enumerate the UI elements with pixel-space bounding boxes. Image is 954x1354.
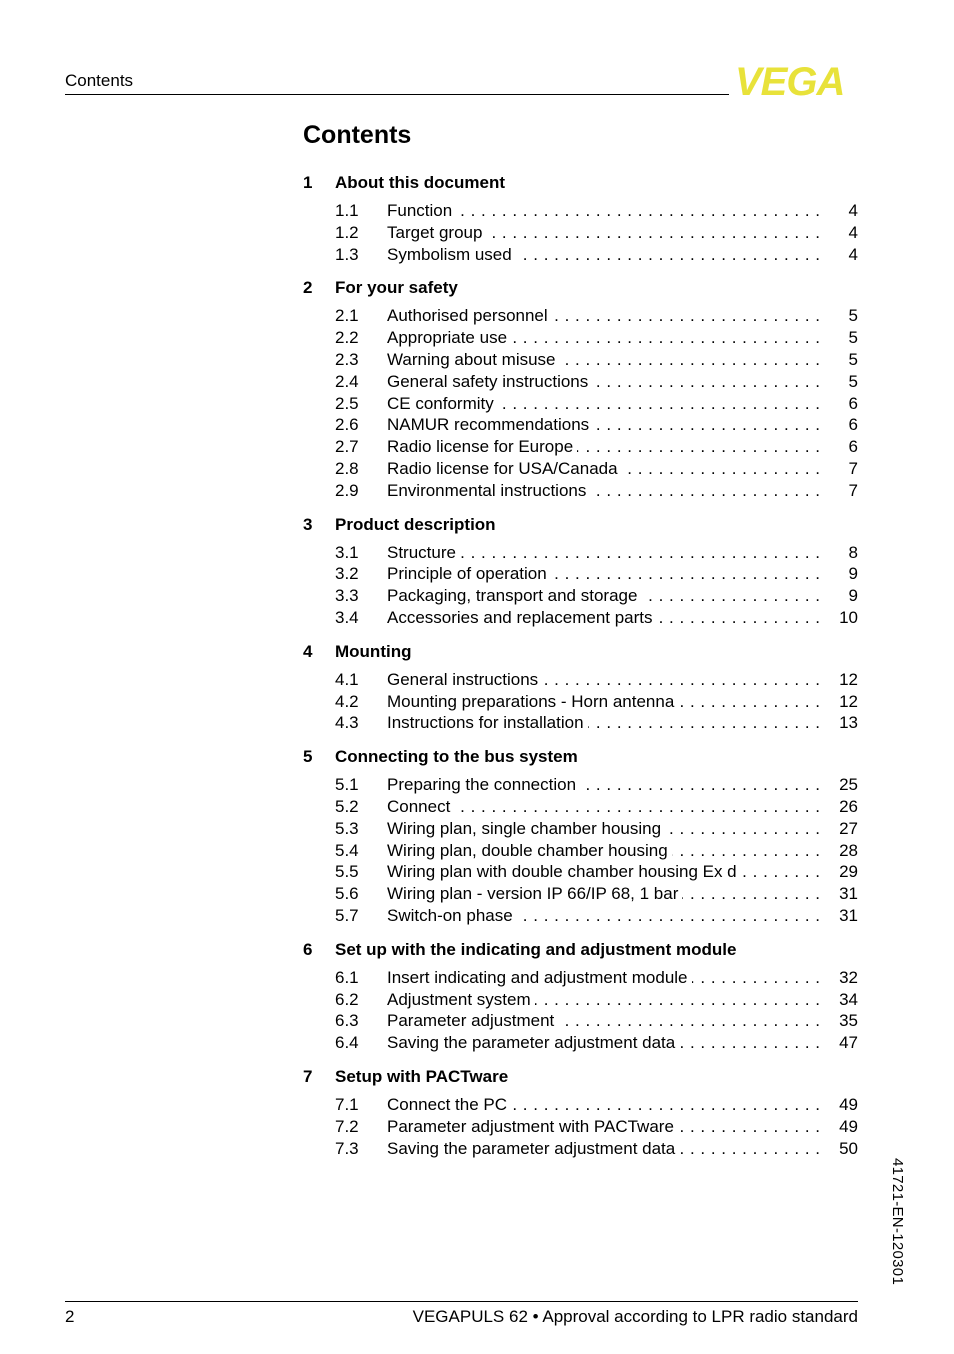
entry-leader xyxy=(387,840,820,862)
toc-entry[interactable] xyxy=(303,691,858,713)
entry-page: 7 xyxy=(848,480,858,500)
entry-leader xyxy=(387,222,820,244)
toc-section xyxy=(303,640,858,734)
entry-number: 2.2 xyxy=(335,328,359,348)
document-number: 41721-EN-120301 xyxy=(889,1158,906,1286)
toc-entry[interactable] xyxy=(303,712,858,734)
running-header: Contents xyxy=(65,71,134,90)
entry-leader xyxy=(387,883,820,905)
table-of-contents xyxy=(303,171,858,1170)
toc-entry[interactable] xyxy=(303,480,858,502)
entry-number: 6.2 xyxy=(335,989,359,1009)
entry-leader xyxy=(387,774,820,796)
section-title: About this document xyxy=(335,173,505,192)
toc-entry[interactable] xyxy=(303,222,858,244)
toc-entry[interactable] xyxy=(303,585,858,607)
footer-rule xyxy=(65,1301,858,1302)
entry-title: Target group xyxy=(387,223,486,242)
entry-number: 2.7 xyxy=(335,437,359,457)
entry-number: 1.3 xyxy=(335,244,359,264)
entry-title: Accessories and replacement parts xyxy=(387,608,657,627)
entry-page: 4 xyxy=(848,244,858,264)
toc-entry[interactable] xyxy=(303,458,858,480)
entry-leader xyxy=(387,669,820,691)
toc-section xyxy=(303,171,858,265)
entry-title: Instructions for installation xyxy=(387,713,588,732)
entry-title: Wiring plan, single chamber housing xyxy=(387,819,665,838)
document-title: VEGAPULS 62 • Approval according to LPR radio standard xyxy=(412,1307,858,1326)
entry-page: 34 xyxy=(839,989,858,1009)
entry-page: 6 xyxy=(848,437,858,457)
toc-entry[interactable] xyxy=(303,818,858,840)
entry-leader xyxy=(387,712,820,734)
toc-entry[interactable] xyxy=(303,861,858,883)
section-number: 4 xyxy=(303,641,313,661)
toc-section xyxy=(303,276,858,501)
entry-page: 26 xyxy=(839,796,858,816)
entry-title: Authorised personnel xyxy=(387,306,552,325)
entry-leader xyxy=(387,1116,820,1138)
section-heading[interactable] xyxy=(303,171,858,194)
entry-number: 4.1 xyxy=(335,669,359,689)
entry-page: 13 xyxy=(839,713,858,733)
section-number: 3 xyxy=(303,514,313,534)
entry-title: Insert indicating and adjustment module xyxy=(387,968,692,987)
toc-entry[interactable] xyxy=(303,436,858,458)
section-title: Setup with PACTware xyxy=(335,1066,509,1086)
entry-number: 5.7 xyxy=(335,905,359,925)
entry-page: 5 xyxy=(848,371,858,391)
entry-page: 25 xyxy=(839,775,858,795)
entry-page: 31 xyxy=(839,884,858,904)
entry-title: NAMUR recommendations xyxy=(387,415,593,434)
toc-section xyxy=(303,1065,858,1159)
entry-leader xyxy=(387,1138,820,1160)
toc-entry[interactable] xyxy=(303,796,858,818)
entry-leader xyxy=(387,200,820,222)
entry-page: 50 xyxy=(839,1138,858,1158)
entry-number: 5.4 xyxy=(335,840,359,860)
entry-number: 5.6 xyxy=(335,884,359,904)
entry-number: 2.8 xyxy=(335,458,359,478)
toc-entry[interactable] xyxy=(303,542,858,564)
entry-title: Packaging, transport and storage xyxy=(387,586,641,605)
entry-leader xyxy=(387,585,820,607)
entry-number: 2.3 xyxy=(335,349,359,369)
entry-number: 6.1 xyxy=(335,967,359,987)
entry-title: General safety instructions xyxy=(387,372,592,391)
section-number: 5 xyxy=(303,747,313,767)
entry-number: 5.2 xyxy=(335,796,359,816)
entry-page: 31 xyxy=(839,905,858,925)
entry-page: 12 xyxy=(839,691,858,711)
entry-page: 9 xyxy=(848,586,858,606)
entry-number: 3.3 xyxy=(335,586,359,606)
entry-number: 2.5 xyxy=(335,393,359,413)
section-heading[interactable] xyxy=(303,1065,858,1088)
entry-number: 2.1 xyxy=(335,306,359,326)
entry-number: 7.2 xyxy=(335,1116,359,1136)
section-number: 2 xyxy=(303,278,313,298)
section-heading[interactable] xyxy=(303,513,858,536)
toc-entry[interactable] xyxy=(303,1116,858,1138)
entry-title: Mounting preparations - Horn antenna xyxy=(387,692,678,711)
entry-page: 9 xyxy=(848,564,858,584)
entry-page: 49 xyxy=(839,1094,858,1114)
entry-leader xyxy=(387,414,820,436)
entry-leader xyxy=(387,607,820,629)
entry-page: 28 xyxy=(839,840,858,860)
entry-leader xyxy=(387,989,820,1011)
entry-leader xyxy=(387,1032,820,1054)
entry-number: 4.3 xyxy=(335,713,359,733)
entry-number: 2.4 xyxy=(335,371,359,391)
svg-text:VEGA: VEGA xyxy=(735,64,845,98)
entry-page: 5 xyxy=(848,349,858,369)
entry-number: 6.3 xyxy=(335,1011,359,1031)
toc-entry[interactable] xyxy=(303,1010,858,1032)
entry-title: Environmental instructions xyxy=(387,481,590,500)
page-number: 2 xyxy=(65,1307,75,1326)
entry-number: 7.3 xyxy=(335,1138,359,1158)
entry-leader xyxy=(387,796,820,818)
entry-title: Symbolism used xyxy=(387,245,516,264)
toc-entry[interactable] xyxy=(303,905,858,927)
entry-title: Wiring plan, double chamber housing xyxy=(387,841,672,860)
entry-number: 5.3 xyxy=(335,818,359,838)
entry-page: 5 xyxy=(848,306,858,326)
section-title: Set up with the indicating and adjustment module xyxy=(335,939,737,959)
toc-entry[interactable] xyxy=(303,349,858,371)
toc-entry[interactable] xyxy=(303,840,858,862)
entry-leader xyxy=(387,305,820,327)
toc-entry[interactable] xyxy=(303,607,858,629)
entry-title: Saving the parameter adjustment data xyxy=(387,1033,679,1052)
toc-entry[interactable] xyxy=(303,393,858,415)
entry-title: Connect xyxy=(387,797,454,816)
section-heading[interactable] xyxy=(303,938,858,961)
entry-page: 12 xyxy=(839,669,858,689)
entry-title: Preparing the connection xyxy=(387,775,580,794)
toc-entry[interactable] xyxy=(303,1138,858,1160)
page-title: Contents xyxy=(303,121,412,149)
toc-entry[interactable] xyxy=(303,989,858,1011)
entry-title: Parameter adjustment xyxy=(387,1011,558,1030)
entry-leader xyxy=(387,861,820,883)
section-number: 1 xyxy=(303,173,313,192)
entry-leader xyxy=(387,542,820,564)
entry-page: 10 xyxy=(839,607,858,627)
entry-leader xyxy=(387,436,820,458)
entry-title: Connect the PC xyxy=(387,1095,511,1114)
entry-number: 7.1 xyxy=(335,1094,359,1114)
entry-number: 3.1 xyxy=(335,542,359,562)
entry-leader xyxy=(387,458,820,480)
entry-page: 7 xyxy=(848,458,858,478)
section-heading[interactable] xyxy=(303,745,858,768)
entry-number: 2.6 xyxy=(335,415,359,435)
entry-leader xyxy=(387,818,820,840)
header-rule xyxy=(65,94,729,95)
entry-number: 3.4 xyxy=(335,607,359,627)
entry-leader xyxy=(387,371,820,393)
entry-page: 32 xyxy=(839,967,858,987)
entry-title: General instructions xyxy=(387,670,542,689)
entry-title: Parameter adjustment with PACTware xyxy=(387,1117,678,1136)
toc-section xyxy=(303,745,858,927)
toc-entry[interactable] xyxy=(303,371,858,393)
section-title: For your safety xyxy=(335,278,458,298)
entry-title: Switch-on phase xyxy=(387,906,517,925)
entry-title: CE conformity xyxy=(387,394,498,413)
section-title: Product description xyxy=(335,514,496,534)
section-number: 7 xyxy=(303,1066,313,1086)
entry-page: 27 xyxy=(839,818,858,838)
toc-section xyxy=(303,938,858,1054)
toc-entry[interactable] xyxy=(303,1032,858,1054)
entry-title: Radio license for USA/Canada xyxy=(387,459,622,478)
toc-entry[interactable] xyxy=(303,305,858,327)
entry-page: 4 xyxy=(848,222,858,242)
section-number: 6 xyxy=(303,939,313,959)
entry-title: Warning about misuse xyxy=(387,350,560,369)
entry-leader xyxy=(387,244,820,266)
entry-number: 3.2 xyxy=(335,564,359,584)
entry-title: Principle of operation xyxy=(387,564,551,583)
entry-page: 5 xyxy=(848,328,858,348)
toc-entry[interactable] xyxy=(303,244,858,266)
toc-entry[interactable] xyxy=(303,669,858,691)
toc-entry[interactable] xyxy=(303,883,858,905)
section-heading[interactable] xyxy=(303,640,858,663)
entry-leader xyxy=(387,349,820,371)
entry-title: Wiring plan with double chamber housing Ex d xyxy=(387,862,741,881)
entry-title: Function xyxy=(387,201,456,220)
section-heading[interactable] xyxy=(303,276,858,299)
entry-page: 49 xyxy=(839,1116,858,1136)
toc-entry[interactable] xyxy=(303,200,858,222)
toc-entry[interactable] xyxy=(303,414,858,436)
entry-page: 35 xyxy=(839,1011,858,1031)
section-title: Mounting xyxy=(335,641,412,661)
toc-entry[interactable] xyxy=(303,967,858,989)
entry-page: 6 xyxy=(848,415,858,435)
toc-entry[interactable] xyxy=(303,1094,858,1116)
entry-page: 4 xyxy=(848,201,858,220)
section-title: Connecting to the bus system xyxy=(335,747,578,767)
entry-leader xyxy=(387,563,820,585)
entry-page: 6 xyxy=(848,393,858,413)
entry-leader xyxy=(387,327,820,349)
entry-leader xyxy=(387,1094,820,1116)
entry-number: 5.5 xyxy=(335,862,359,882)
entry-leader xyxy=(387,480,820,502)
entry-page: 8 xyxy=(848,542,858,562)
toc-section xyxy=(303,513,858,629)
entry-title: Appropriate use xyxy=(387,328,511,347)
entry-page: 47 xyxy=(839,1033,858,1053)
entry-number: 1.1 xyxy=(335,201,359,220)
entry-title: Wiring plan - version IP 66/IP 68, 1 bar xyxy=(387,884,682,903)
entry-leader xyxy=(387,393,820,415)
vega-logo xyxy=(735,64,858,103)
entry-leader xyxy=(387,967,820,989)
entry-number: 1.2 xyxy=(335,222,359,242)
entry-number: 2.9 xyxy=(335,480,359,500)
entry-title: Adjustment system xyxy=(387,990,535,1009)
toc-entry[interactable] xyxy=(303,774,858,796)
entry-title: Radio license for Europe xyxy=(387,437,577,456)
entry-number: 6.4 xyxy=(335,1033,359,1053)
entry-number: 4.2 xyxy=(335,691,359,711)
entry-title: Saving the parameter adjustment data xyxy=(387,1139,679,1158)
entry-leader xyxy=(387,1010,820,1032)
entry-page: 29 xyxy=(839,862,858,882)
entry-leader xyxy=(387,691,820,713)
toc-entry[interactable] xyxy=(303,327,858,349)
entry-number: 5.1 xyxy=(335,775,359,795)
toc-entry[interactable] xyxy=(303,563,858,585)
entry-leader xyxy=(387,905,820,927)
entry-title: Structure xyxy=(387,543,460,562)
